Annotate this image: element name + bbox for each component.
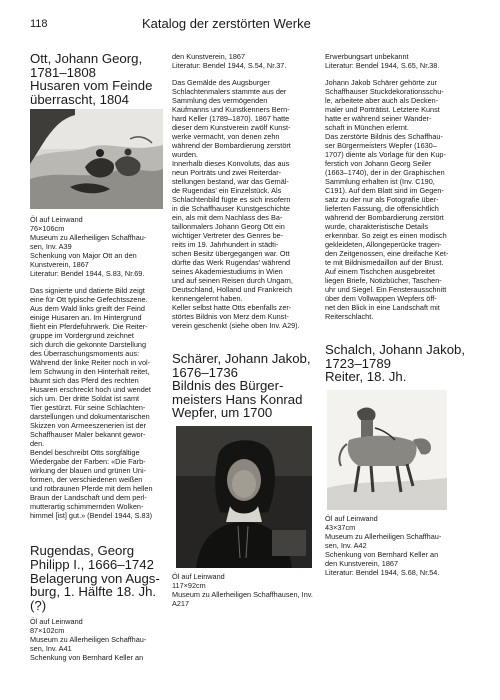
- body-line: Sammlung erhalten ist (Inv. C190,: [325, 177, 435, 186]
- artist-name: Schärer, Johann Jakob,: [172, 351, 311, 366]
- entry-ott-body: [30, 286, 163, 520]
- body-line: mutterartig schimmernden Wolken-: [30, 502, 144, 512]
- body-line: wurde, charakteristische Details: [325, 222, 429, 231]
- body-line: Kaufmanns und Kunstkenners Bern-: [172, 105, 290, 114]
- work-title-line: burg, 1. Hälfte 18. Jh. (?): [30, 584, 157, 613]
- body-line: über dem Vollwappen Wepfers öff-: [325, 294, 437, 303]
- body-line: te mit Bildnismedaillon auf der Brust.: [325, 258, 444, 267]
- body-line: in die Schaffhauser Kunstgeschichte: [172, 204, 290, 213]
- portrait-image: [176, 426, 312, 568]
- body-line: neun Porträts und zwei Reiterdar-: [172, 168, 282, 177]
- body-line: schen Besitz übergegangen war. Ott: [172, 249, 290, 258]
- body-line: seines Akademiestudiums in Wien: [172, 267, 283, 276]
- page-number: 118: [30, 18, 48, 30]
- body-line: ferstich von Johann Georg Seiler: [325, 159, 432, 168]
- entry-rugendas-meta: [30, 617, 163, 662]
- body-line: während der Bombardierung zerstört: [172, 141, 291, 150]
- body-line: formen, der verschiedenen weißen: [30, 475, 143, 485]
- body-line: gruppe im Vordergrund zeichnet: [30, 331, 134, 341]
- body-line: und auf seinen Reisen durch Ungarn,: [172, 276, 293, 285]
- artist-name: Schalch, Johann Jakob,: [325, 342, 466, 357]
- column-1: [30, 52, 163, 662]
- body-line: Skizzen von Armeeszenerien ist der: [30, 421, 146, 431]
- body-line: erkennbar. So zeigt es einen modisch: [325, 231, 447, 240]
- body-line: Das signierte und datierte Bild zeigt: [30, 286, 145, 296]
- body-line: hard Keller (1789–1870). 1867 hatte: [172, 114, 290, 123]
- body-line: ser Bürgermeisters Wepfer (1630–: [325, 141, 437, 150]
- body-line: darstellungen und dokumentarischen: [30, 412, 150, 422]
- meta-line: den Kunstverein, 1867: [172, 52, 246, 61]
- body-line: liegen Briefe, Notizbücher, Taschen-: [325, 276, 442, 285]
- body-line: maler und Porträtist. Letztere Kunst: [325, 105, 440, 114]
- meta-line: Literatur: Bendel 1944, S.65, Nr.38.: [325, 61, 440, 70]
- column-2: [172, 52, 318, 608]
- entry-schalch-heading: [325, 343, 478, 384]
- body-line: bäumt sich das Pferd des rechten: [30, 376, 139, 386]
- meta-line: Literatur: Bendel 1944, S.68, Nr.54.: [325, 567, 440, 577]
- body-line: lieferten Fassung, die offensichtlich: [325, 204, 439, 213]
- meta-line: Öl auf Leinwand: [30, 617, 83, 627]
- meta-line: den Kunstverein, 1867: [325, 558, 399, 568]
- artwork-image-schalch-rider: [327, 390, 447, 510]
- artist-name: Ott, Johann Georg,: [30, 51, 143, 66]
- body-line: eine für Ott typische Gefechtsszene.: [30, 295, 148, 305]
- body-line: wurden.: [172, 150, 198, 159]
- body-line: wirkung der blauen und grünen Uni-: [30, 466, 147, 476]
- meta-line: Erwerbungsart unbekannt: [325, 52, 409, 61]
- meta-line: 43×37cm: [325, 522, 356, 532]
- artist-dates: 1676–1736: [172, 364, 239, 380]
- meta-line: Schenkung von Major Ott an den: [30, 251, 137, 261]
- entry-schalch-meta: [325, 514, 478, 577]
- artist-dates: Philipp I., 1666–1742: [30, 556, 154, 572]
- body-line: dürfte das Werk Rugendas' während: [172, 258, 291, 267]
- meta-line: 76×106cm: [30, 224, 65, 234]
- body-line: uhr und Siegel. Ein Fensterausschnitt: [325, 285, 447, 294]
- body-line: net den Blick in eine Landschaft mit: [325, 303, 440, 312]
- body-line: werke vermacht, von denen zehn: [172, 132, 280, 141]
- body-line: Schlachtenbild fügte es sich insofern: [172, 195, 291, 204]
- meta-line: Öl auf Leinwand: [172, 571, 225, 581]
- meta-line: Museum zu Allerheiligen Schaffhau-: [30, 635, 147, 645]
- body-line: Braun der Landschaft und dem perl-: [30, 493, 147, 503]
- entry-rugendas-heading: [30, 544, 163, 612]
- body-line: schaft in München erlernt.: [325, 123, 409, 132]
- body-line: 1707) diente als Vorlage für den Kup-: [325, 150, 446, 159]
- rider-image: [327, 390, 447, 510]
- work-title-line: überrascht, 1804: [30, 91, 129, 107]
- body-line: C191). Auf dem Blatt sind im Gegen-: [325, 186, 444, 195]
- body-line: des Überraschungsmoments aus:: [30, 349, 140, 359]
- entry-ott-meta: [30, 215, 163, 278]
- running-title: Katalog der zerstörten Werke: [142, 16, 311, 31]
- body-line: lem Schwung in den Hinterhalt reitet,: [30, 367, 150, 377]
- body-line: satz zu der nur als Fotografie über-: [325, 195, 439, 204]
- body-line: wichtiger Vertreter des Genres be-: [172, 231, 284, 240]
- body-line: le, arbeitete aber auch als Decken-: [325, 96, 439, 105]
- work-title-line: Bildnis des Bürger-: [172, 378, 284, 394]
- body-line: hatte er während seiner Wander-: [325, 114, 432, 123]
- meta-line: Schenkung von Bernhard Keller an: [325, 549, 439, 559]
- meta-line: 87×102cm: [30, 626, 65, 636]
- artist-name: Rugendas, Georg: [30, 543, 135, 559]
- page-header: [30, 14, 480, 36]
- body-line: (1663–1740), der in der Graphischen: [325, 168, 445, 177]
- body-line: den Zeitgenossen, eine dreifache Ket-: [325, 249, 449, 258]
- body-line: sich um. Der dritte Soldat ist samt: [30, 394, 140, 404]
- work-title-line: Belagerung von Augs-: [30, 570, 160, 586]
- body-line: de Rugendas' ein Einzelstück. Als: [172, 186, 282, 195]
- body-line: ein, als mit dem Nachlass des Ba-: [172, 213, 283, 222]
- meta-line: 117×92cm: [172, 580, 206, 590]
- work-title-line: Reiter, 18. Jh.: [325, 369, 407, 385]
- body-line: Das zerstörte Bildnis des Schaffhau-: [325, 132, 443, 141]
- meta-line: Öl auf Leinwand: [325, 513, 378, 523]
- battle-scene-image: [30, 109, 163, 209]
- meta-line: Museum zu Allerheiligen Schaffhausen, Inv. A217: [172, 589, 313, 608]
- entry-rugendas-body: [172, 78, 318, 330]
- body-line: kennengelernt haben.: [172, 294, 243, 303]
- meta-line: Öl auf Leinwand: [30, 215, 83, 225]
- work-title-line: meisters Hans Konrad: [172, 391, 303, 407]
- meta-line: Museum zu Allerheiligen Schaffhau-: [30, 233, 147, 243]
- body-line: Deutschland, Holland und Frankreich: [172, 285, 293, 294]
- body-line: Schlachtenmalers stammte aus der: [172, 87, 287, 96]
- work-title-line: Wepfer, um 1700: [172, 405, 273, 421]
- body-line: während der Bombardierung zerstört: [325, 213, 444, 222]
- body-line: dieser dem Kunstverein zwölf Kunst-: [172, 123, 291, 132]
- body-line: verein geschenkt (siehe oben Inv. A29).: [172, 321, 300, 330]
- body-line: und rotbraunen Pferde mit dem hellen: [30, 484, 153, 494]
- body-line: Schaffhauser Maler bekannt gewor-: [30, 430, 146, 440]
- entry-scharer-meta: [172, 572, 318, 608]
- body-line: störtes Bildnis von Merz dem Kunst-: [172, 312, 289, 321]
- body-line: Während der linke Reiter noch in vol-: [30, 358, 151, 368]
- body-line: stellungen bestand, war das Gemäl-: [172, 177, 289, 186]
- body-line: Bendel beschreibt Otts sorgfältige: [30, 448, 140, 458]
- meta-line: sen, Inv. A42: [325, 540, 367, 550]
- body-line: flieht ein Pferdefuhrwerk. Die Reiter-: [30, 322, 148, 332]
- body-line: Aus dem Wald links greift der Feind: [30, 304, 145, 314]
- meta-line: sen, Inv. A39: [30, 242, 72, 252]
- artwork-image-ott-husaren: [30, 109, 163, 209]
- body-line: taillonmalers Johann Georg Ott ein: [172, 222, 285, 231]
- body-line: himmel [ist] gut.» (Bendel 1944, S.83): [30, 511, 153, 521]
- body-line: Wiedergabe der Farben: «Die Farb-: [30, 457, 146, 467]
- meta-line: Museum zu Allerheiligen Schaffhau-: [325, 531, 442, 541]
- body-line: Das Gemälde des Augsburger: [172, 78, 270, 87]
- body-line: Schaffhauser Stuckdekorationsschu-: [325, 87, 444, 96]
- entry-scharer-heading: [172, 352, 318, 420]
- column-3: [325, 52, 478, 577]
- body-line: gekleideten, Allongeperücke tragen-: [325, 240, 442, 249]
- entry-rugendas-meta-continued: [172, 52, 318, 70]
- body-line: Reiterschlacht.: [325, 312, 374, 321]
- meta-line: sen, Inv. A41: [30, 644, 72, 654]
- entry-scharer-meta-continued: [325, 52, 478, 70]
- body-line: Tier gestürzt. Für seine Schlachten-: [30, 403, 146, 413]
- meta-line: Schenkung von Bernhard Keller an: [30, 653, 144, 663]
- artwork-image-scharer-portrait: [176, 426, 312, 568]
- body-line: Johann Jakob Schärer gehörte zur: [325, 78, 437, 87]
- body-line: Husaren erschreckt hoch und wendet: [30, 385, 151, 395]
- body-line: Auf einem Tischchen ausgebreitet: [325, 267, 435, 276]
- body-line: Innerhalb dieses Konvoluts, das aus: [172, 159, 290, 168]
- artist-dates: 1781–1808: [30, 64, 97, 80]
- body-line: reits im 19. Jahrhundert in städti-: [172, 240, 279, 249]
- body-line: einige Husaren an. Im Hintergrund: [30, 313, 142, 323]
- body-line: Keller selbst hatte Otts ebenfalls zer-: [172, 303, 292, 312]
- artist-dates: 1723–1789: [325, 355, 392, 371]
- meta-line: Literatur: Bendel 1944, S.54, Nr.37.: [172, 61, 287, 70]
- entry-ott-heading: [30, 52, 163, 106]
- meta-line: Kunstverein, 1867: [30, 260, 89, 270]
- body-line: den.: [30, 439, 45, 449]
- work-title-line: Husaren vom Feinde: [30, 78, 153, 94]
- meta-line: Literatur: Bendel 1944, S.83, Nr.69.: [30, 269, 145, 279]
- body-line: Sammlung des vermögenden: [172, 96, 268, 105]
- body-line: sich durch die gekonnte Darstellung: [30, 340, 147, 350]
- entry-scharer-body: [325, 78, 478, 321]
